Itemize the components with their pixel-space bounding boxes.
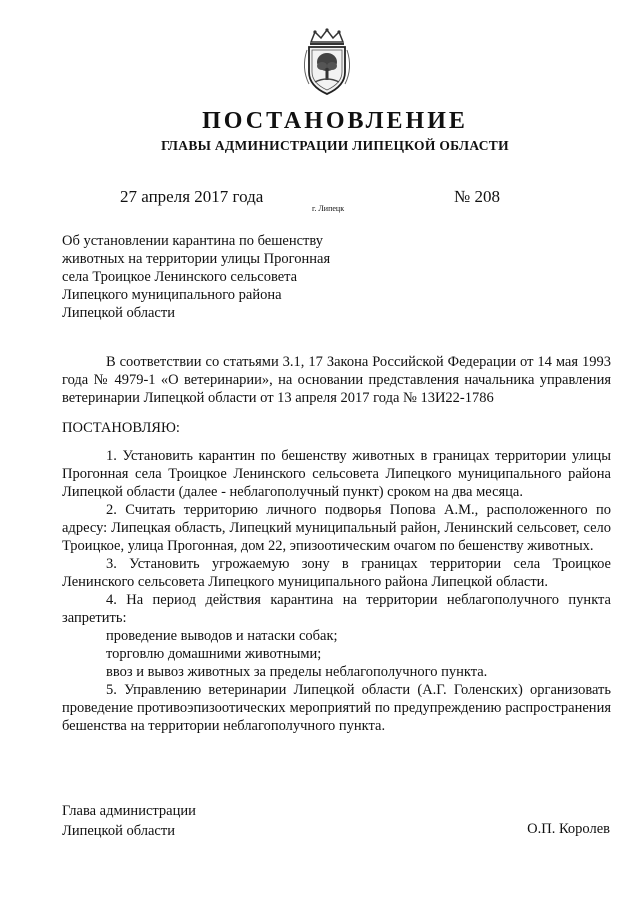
topic-line: Липецкой области [62,305,175,321]
document-title: ПОСТАНОВЛЕНИЕ [202,108,468,134]
decree-heading: ПОСТАНОВЛЯЮ: [62,420,180,436]
topic-line: села Троицкое Ленинского сельсовета [62,269,298,285]
topic-line: Липецкого муниципального района [62,287,282,303]
preamble-paragraph: В соответствии со статьями 3.1, 17 Закона Российской Федерации от 14 мая 1993 года № 4979-1 «О ветеринарии», на основании представления начальника управления ветеринарии Липецкой области от 13 апреля 2017 года № 13И22-1786 [62,354,611,406]
document-date: 27 апреля 2017 года [120,187,264,206]
document-city: г. Липецк [312,204,345,213]
signatory-position [62,801,196,841]
item-3: 3. Установить угрожаемую зону в границах территории села Троицкое Ленинского сельсовета Липецкого муниципального района Липецкой области. [62,556,611,590]
document-subtitle: ГЛАВЫ АДМИНИСТРАЦИИ ЛИПЕЦКОЙ ОБЛАСТИ [161,138,509,153]
document-number: № 208 [454,187,500,206]
signatory-position-line-2: Липецкой области [62,823,175,839]
item-4-sub-2: торговлю домашними животными; [106,646,322,662]
topic-line: Об установлении карантина по бешенству [62,233,323,249]
item-4: 4. На период действия карантина на территории неблагополучного пункта запретить: [62,592,611,626]
signatory-position-line-1: Глава администрации [62,803,196,819]
item-4-sub-3: ввоз и вывоз животных за пределы неблагополучного пункта. [106,664,488,680]
topic-line: животных на территории улицы Прогонная [62,251,331,267]
item-5: 5. Управлению ветеринарии Липецкой области (А.Г. Голенских) организовать проведение противоэпизоотических мероприятий по предупреждению распространения бешенства на территории неблагополучного пункта. [62,682,611,734]
item-2: 2. Считать территорию личного подворья Попова А.М., расположенного по адресу: Липецкая область, Липецкий муниципальный район, Ленинский сельсовет, село Троицкое, улица Прогонная, дом 22, эпизоотическим очагом по бешенству животных. [62,502,611,554]
coat-of-arms-icon [297,28,357,98]
item-4-sub-1: проведение выводов и натаски собак; [106,628,338,644]
document-body [62,353,611,735]
item-1: 1. Установить карантин по бешенству животных в границах территории улицы Прогонная села Троицкое Ленинского сельсовета Липецкого муниципального района Липецкой области (далее - неблагополучный пункт) сроком на два месяца. [62,448,611,500]
document-topic [62,232,362,322]
signatory-name: О.П. Королев [527,821,610,837]
